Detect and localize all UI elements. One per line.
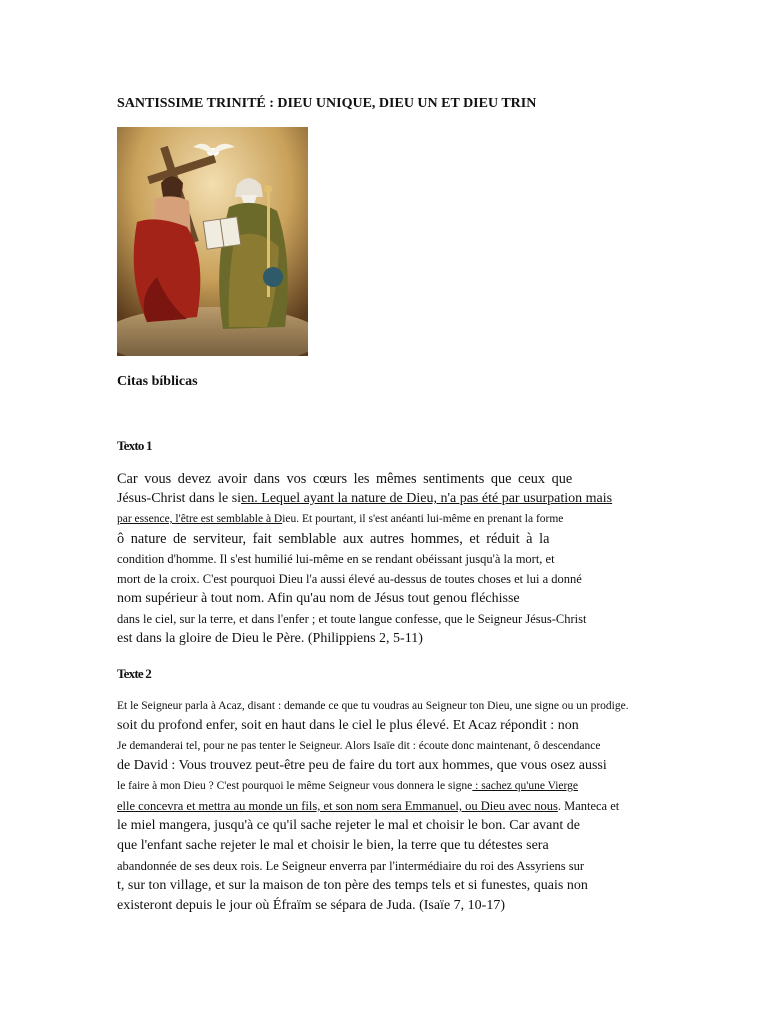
texte2-line-5-underlined: : sachez qu'une Vierge xyxy=(472,780,578,792)
texte2-line-11: existeront depuis le jour où Éfraïm se sépara de Juda. (Isaïe 7, 10-17) xyxy=(117,898,505,913)
texte1-line-7: nom supérieur à tout nom. Afin qu'au nom de Jésus tout genou fléchisse xyxy=(117,591,520,606)
texte1-line-2 xyxy=(117,489,657,509)
texte2-line-3: Je demanderai tel, pour ne pas tenter le Seigneur. Alors Isaïe dit : écoute donc maintenant, ô descendance xyxy=(117,740,601,752)
document-title: SANTISSIME TRINITÉ : DIEU UNIQUE, DIEU UN ET DIEU TRIN xyxy=(117,96,537,111)
texte1-paragraph xyxy=(117,469,657,649)
texte1-heading: Texto 1 xyxy=(117,438,152,453)
trinity-painting xyxy=(117,127,308,356)
texte1-line-4: ô nature de serviteur, fait semblable aux autres hommes, et réduit à la xyxy=(117,531,550,547)
texte2-line-5 xyxy=(117,776,657,796)
texte2-line-2: soit du profond enfer, soit en haut dans le ciel le plus élevé. Et Acaz répondit : non xyxy=(117,718,579,733)
texte2-line-1: Et le Seigneur parla à Acaz, disant : demande ce que tu voudras au Seigneur ton Dieu, une signe ou un prodige. xyxy=(117,700,629,712)
texte2-paragraph xyxy=(117,696,657,916)
texte1-line-2-underlined: en. Lequel ayant la nature de Dieu, n'a pas été par usurpation mais xyxy=(241,491,613,506)
texte1-line-1: Car vous devez avoir dans vos cœurs les mêmes sentiments que ceux que xyxy=(117,471,573,487)
texte1-line-3-end: ieu. Et pourtant, il s'est anéanti lui-même en prenant la forme xyxy=(282,513,564,525)
texte2-line-6-underlined: elle concevra et mettra au monde un fils, et son nom sera Emmanuel, ou Dieu avec nous xyxy=(117,799,558,813)
texte2-line-9: abandonnée de ses deux rois. Le Seigneur enverra par l'intermédiaire du roi des Assyriens sur xyxy=(117,859,585,873)
texte2-line-5-start: le faire à mon Dieu ? C'est pourquoi le même Seigneur vous donnera le signe xyxy=(117,780,473,792)
texte1-line-8: dans le ciel, sur la terre, et dans l'enfer ; et toute langue confesse, que le Seigneur Jésus-Christ xyxy=(117,612,587,626)
texte1-line-3 xyxy=(117,509,657,529)
texte1-line-6: mort de la croix. C'est pourquoi Dieu l'a aussi élevé au-dessus de toutes choses et lui a donné xyxy=(117,572,582,586)
texte2-line-6 xyxy=(117,796,657,816)
texte2-line-7: le miel mangera, jusqu'à ce qu'il sache rejeter le mal et choisir le bon. Car avant de xyxy=(117,818,580,833)
section-subtitle: Citas bíblicas xyxy=(117,374,198,389)
texte1-line-9: est dans la gloire de Dieu le Père. (Philippiens 2, 5-11) xyxy=(117,631,423,646)
texte2-line-8: que l'enfant sache rejeter le mal et choisir le bien, la terre que tu détestes sera xyxy=(117,838,549,853)
texte1-line-2-start: Jésus-Christ dans le si xyxy=(117,491,242,506)
texte2-heading: Texte 2 xyxy=(117,666,151,681)
texte1-line-5: condition d'homme. Il s'est humilié lui-même en se rendant obéissant jusqu'à la mort, et xyxy=(117,552,555,566)
texte1-line-3-underlined: par essence, l'être est semblable à D xyxy=(117,513,283,525)
texte2-line-4: de David : Vous trouvez peut-être peu de faire du tort aux hommes, que vous osez aussi xyxy=(117,758,607,773)
texte2-line-10: t, sur ton village, et sur la maison de ton père des temps tels et si funestes, quais non xyxy=(117,878,588,893)
texte2-line-6-end: . Manteca et xyxy=(557,799,620,813)
